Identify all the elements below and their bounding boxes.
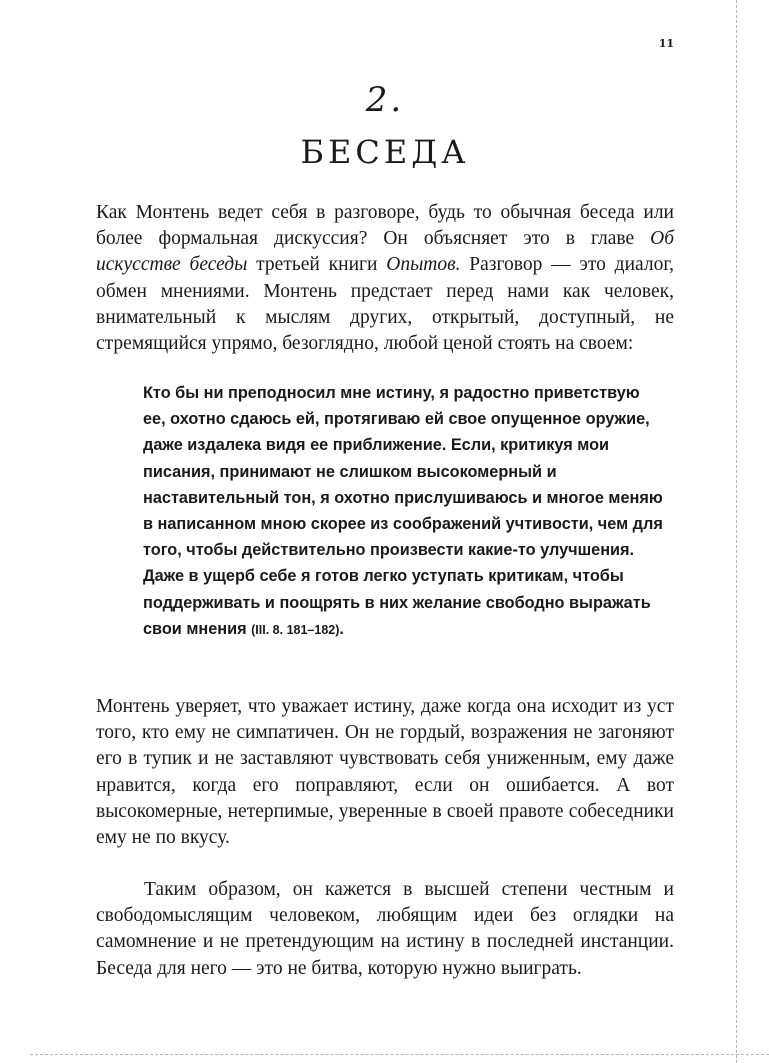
page-number: 11 (658, 37, 674, 50)
body-paragraph-3: Таким образом, он кажется в высшей степени честным и свободомыслящим человеком, любящим идеи без оглядки на самомнение и не претендующим на истину в последней инстанции. Беседа для него — это не битва, которую нужно выиграть. (96, 879, 674, 979)
quote-text: Кто бы ни преподносил мне истину, я радостно приветствую ее, охотно сдаюсь ей, протягиваю ей свое опущенное оружие, даже издалека видя ее приближение. Если, критикуя мои писания, принимают не слишком высокомерный и наставительный тон, я охотно прислушиваюсь и многое меняю в написанном мною скорее из соображений учтивости, чем для того, чтобы действительно произвести какие-то улучшения. Даже в ущерб себе я готов легко уступать критикам, чтобы поддерживать и поощрять в них желание свободно выражать свои мнения (143, 384, 663, 638)
paragraph-text: третьей книги (247, 254, 387, 276)
paragraph-text: Как Монтень ведет себя в разговоре, будь то обычная беседа или более формальная дискуссия? Он объясняет это в главе (96, 202, 674, 250)
book-chapter-title: Об искусстве беседы (96, 228, 674, 276)
body-paragraph-1 (96, 200, 674, 357)
block-quote (143, 380, 665, 643)
chapter-title: БЕСЕДА (300, 133, 470, 171)
paragraph-text: Разговор — это диалог, обмен мнениями. Монтень предстает перед нами как человек, внимательный к мыслям других, открытый, доступный, не стремящийся упрямо, безоглядно, любой ценой стоять на своем: (96, 254, 675, 355)
crop-line-right (736, 0, 737, 1063)
chapter-number: 2. (365, 80, 405, 120)
book-title: Опытов. (386, 254, 461, 276)
quote-end: . (339, 619, 344, 638)
quote-citation: (III. 8. 181–182) (251, 622, 340, 637)
body-paragraph-2: Монтень уверяет, что уважает истину, даже когда она исходит из уст того, кто ему не симпатичен. Он не гордый, возражения не загоняют его в тупик и не заставляют чувствовать себя униженным, ему даже нравится, когда его поправляют, если он ошибается. А вот высокомерные, нетерпимые, уверенные в своей правоте собеседники ему не по вкусу. (96, 696, 674, 849)
crop-line-bottom (30, 1054, 769, 1055)
